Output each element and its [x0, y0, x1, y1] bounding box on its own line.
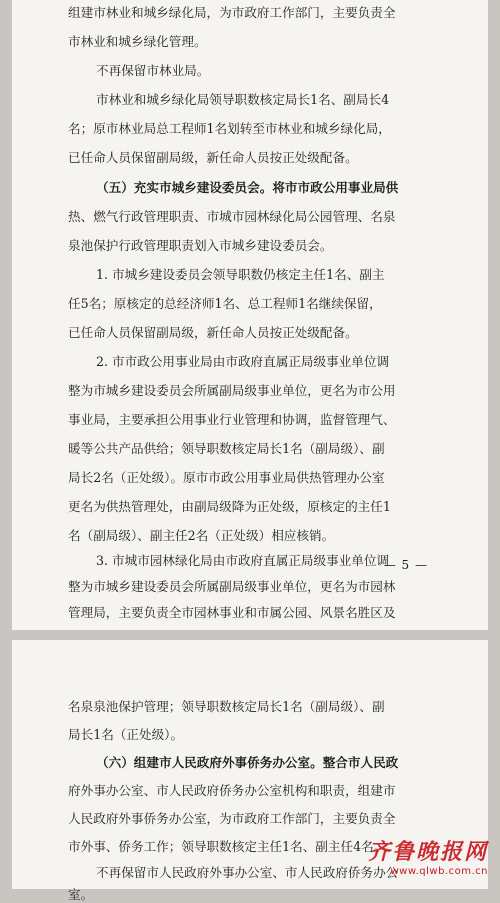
text-line: 管理局，主要负责全市园林事业和市属公园、风景名胜区及: [68, 605, 396, 620]
text-line: 事业局，主要承担公用事业行业管理和协调，监督管理气、: [68, 412, 396, 427]
watermark-logo: [368, 835, 488, 877]
text-line: 市林业和城乡绿化局领导职数核定局长1名、副局长4: [96, 92, 390, 107]
text-line: 泉池保护行政管理职责划入市城乡建设委员会。: [68, 238, 333, 253]
page-number: — 5 —: [383, 558, 428, 572]
section-heading-line: （六）组建市人民政府外事侨务办公室。整合市人民政: [96, 755, 399, 770]
watermark-text: 齐鲁晚报网: [367, 840, 488, 865]
text-line: 3. 市城市园林绿化局由市政府直属正局级事业单位调: [96, 553, 390, 568]
text-line: 1. 市城乡建设委员会领导职数仍核定主任1名、副主: [96, 267, 385, 282]
text-line: 名（副局级）、副主任2名（正处级）相应核销。: [68, 528, 335, 543]
text-line: 暖等公共产品供给；领导职数核定局长1名（副局级）、副: [68, 441, 385, 456]
text-line: 整为市城乡建设委员会所属副局级事业单位，更名为市公用: [68, 383, 396, 398]
text-line: 局长2名（正处级）。原市市政公用事业局供热管理办公室: [68, 470, 385, 485]
text-line: 不再保留市人民政府外事办公室、市人民政府侨务办公: [96, 865, 399, 880]
text-line: 不再保留市林业局。: [96, 63, 210, 78]
text-line: 名泉泉池保护管理；领导职数核定局长1名（副局级）、副: [68, 699, 385, 714]
text-line: 2. 市市政公用事业局由市政府直属正局级事业单位调: [96, 354, 390, 369]
document-page-1: [12, 0, 488, 630]
text-line: 已任命人员保留副局级，新任命人员按正处级配备。: [68, 325, 358, 340]
watermark-url: www.qlwb.com.cn: [390, 866, 488, 877]
text-line: 任5名；原核定的总经济师1名、总工程师1名继续保留，: [68, 296, 382, 311]
section-heading-line: （五）充实市城乡建设委员会。将市市政公用事业局供: [96, 180, 399, 195]
text-line: 市外事、侨务工作；领导职数核定主任1名、副主任4名。: [68, 839, 387, 854]
text-line: 市林业和城乡绿化管理。: [68, 34, 207, 49]
text-line: 已任命人员保留副局级，新任命人员按正处级配备。: [68, 150, 358, 165]
text-line: 整为市城乡建设委员会所属副局级事业单位，更名为市园林: [68, 579, 396, 594]
text-line: 局长1名（正处级）。: [68, 727, 184, 742]
text-line: 名；原市林业局总工程师1名划转至市林业和城乡绿化局，: [68, 121, 391, 136]
text-line: 组建市林业和城乡绿化局，为市政府工作部门，主要负责全: [68, 5, 396, 20]
text-line: 热、燃气行政管理职责、市城市园林绿化局公园管理、名泉: [68, 209, 396, 224]
text-line: 室。: [68, 887, 94, 902]
text-line: 更名为供热管理处，由副局级降为正处级，原核定的主任1: [68, 499, 391, 514]
text-line: 府外事办公室、市人民政府侨务办公室机构和职责，组建市: [68, 783, 396, 798]
text-line: 人民政府外事侨务办公室，为市政府工作部门，主要负责全: [68, 811, 396, 826]
